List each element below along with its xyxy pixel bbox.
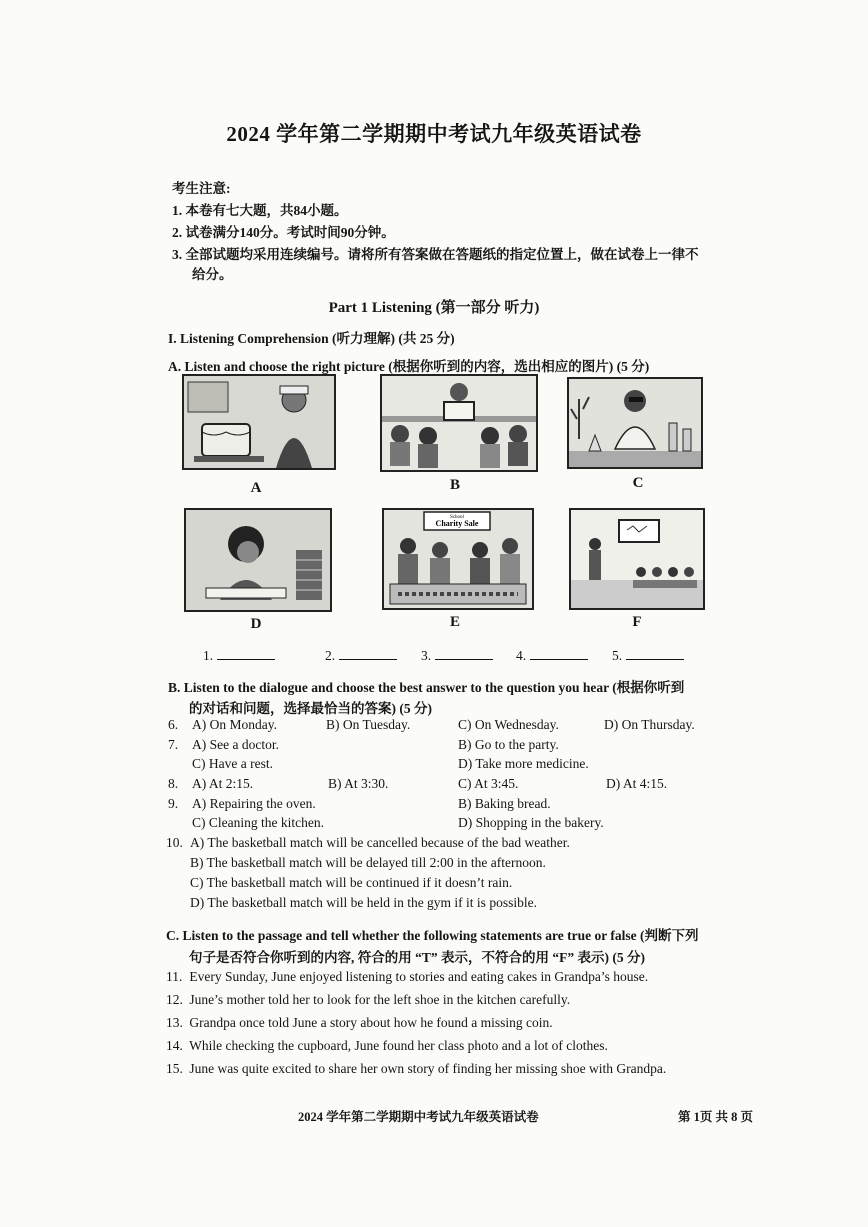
option-a[interactable]: A) Repairing the oven.	[192, 796, 316, 811]
charity-sign-top: School	[450, 515, 464, 520]
picture-label-f: F	[632, 614, 642, 630]
answer-blank[interactable]: 5.	[612, 647, 684, 664]
section-b-heading-continued: 的对话和问题，选择最恰当的答案) (5 分)	[189, 701, 432, 716]
option-d[interactable]: D) At 4:15.	[606, 776, 668, 791]
notice-item-continued: 给分。	[192, 267, 233, 282]
option-b[interactable]: B) Go to the party.	[458, 737, 559, 752]
teacher-in-classroom-image[interactable]	[569, 508, 705, 610]
picture-label-e: E	[449, 614, 460, 630]
answer-blank[interactable]: 4.	[516, 647, 588, 664]
option-c[interactable]: C) On Wednesday.	[458, 717, 559, 732]
section-c-heading: C. Listen to the passage and tell whether the following statements are true or false (判断下列	[166, 928, 699, 943]
option-a[interactable]: A) At 2:15.	[192, 776, 254, 791]
option-a[interactable]: A) The basketball match will be cancelled because of the bad weather.	[190, 835, 570, 850]
option-a[interactable]: A) See a doctor.	[192, 737, 279, 752]
option-b[interactable]: B) On Tuesday.	[326, 717, 411, 732]
notice-heading: 考生注意:	[172, 181, 231, 196]
option-d[interactable]: D) Take more medicine.	[458, 756, 589, 771]
section-c-heading-continued: 句子是否符合你听到的内容, 符合的用 “T” 表示，不符合的用 “F” 表示) (5 分)	[189, 950, 645, 965]
section-b-heading: B. Listen to the dialogue and choose the best answer to the question you hear (根据你听到	[168, 680, 685, 695]
question-number: 10.	[166, 835, 183, 850]
question-number: 9.	[168, 796, 179, 811]
question-number: 6.	[168, 717, 179, 732]
notice-item: 1. 本卷有七大题，共84小题。	[172, 203, 348, 218]
picture-label-c: C	[632, 475, 644, 491]
baker-decorating-cake-image[interactable]	[182, 374, 336, 470]
charity-sale-image[interactable]	[382, 508, 534, 610]
question-number: 7.	[168, 737, 179, 752]
statement: 12. June’s mother told her to look for the left shoe in the kitchen carefully.	[166, 992, 571, 1007]
option-c[interactable]: C) The basketball match will be continued if it doesn’t rain.	[190, 875, 513, 890]
section-a-heading: A. Listen and choose the right picture (根据你听到的内容，选出相应的图片) (5 分)	[168, 359, 650, 374]
notice-item: 2. 试卷满分140分。考试时间90分钟。	[172, 225, 395, 240]
option-c[interactable]: C) Have a rest.	[192, 756, 273, 771]
charity-sign: Charity Sale	[435, 519, 479, 528]
scientist-in-lab-image[interactable]	[567, 377, 703, 469]
option-d[interactable]: D) The basketball match will be held in the gym if it is possible.	[190, 895, 537, 910]
statement: 11. Every Sunday, June enjoyed listening to stories and eating cakes in Grandpa’s house.	[166, 969, 649, 984]
section-heading: I. Listening Comprehension (听力理解) (共 25 分)	[168, 331, 455, 346]
statement: 13. Grandpa once told June a story about how he found a missing coin.	[166, 1015, 553, 1030]
answer-blank[interactable]: 3.	[421, 647, 493, 664]
statement: 15. June was quite excited to share her own story of finding her missing shoe with Grandpa.	[166, 1061, 667, 1076]
children-reading-book-image[interactable]	[380, 374, 538, 472]
option-a[interactable]: A) On Monday.	[192, 717, 277, 732]
boy-reading-at-desk-image[interactable]	[184, 508, 332, 612]
page-title: 2024 学年第二学期期中考试九年级英语试卷	[226, 122, 642, 146]
picture-label-d: D	[250, 616, 262, 632]
option-d[interactable]: D) On Thursday.	[604, 717, 695, 732]
question-number: 8.	[168, 776, 179, 791]
option-c[interactable]: C) At 3:45.	[458, 776, 519, 791]
answer-blank[interactable]: 1.	[203, 647, 275, 664]
picture-label-a: A	[250, 480, 262, 496]
option-c[interactable]: C) Cleaning the kitchen.	[192, 815, 324, 830]
option-d[interactable]: D) Shopping in the bakery.	[458, 815, 604, 830]
picture-label-b: B	[449, 477, 460, 493]
page-number: 第 1页 共 8 页	[678, 1110, 754, 1124]
statement: 14. While checking the cupboard, June found her class photo and a lot of clothes.	[166, 1038, 608, 1053]
footer-title: 2024 学年第二学期期中考试九年级英语试卷	[298, 1110, 539, 1124]
answer-blank[interactable]: 2.	[325, 647, 397, 664]
notice-item: 3. 全部试题均采用连续编号。请将所有答案做在答题纸的指定位置上，做在试卷上一律不	[172, 247, 699, 262]
option-b[interactable]: B) At 3:30.	[328, 776, 389, 791]
part-heading: Part 1 Listening (第一部分 听力)	[328, 300, 540, 316]
option-b[interactable]: B) The basketball match will be delayed till 2:00 in the afternoon.	[190, 855, 546, 870]
option-b[interactable]: B) Baking bread.	[458, 796, 551, 811]
